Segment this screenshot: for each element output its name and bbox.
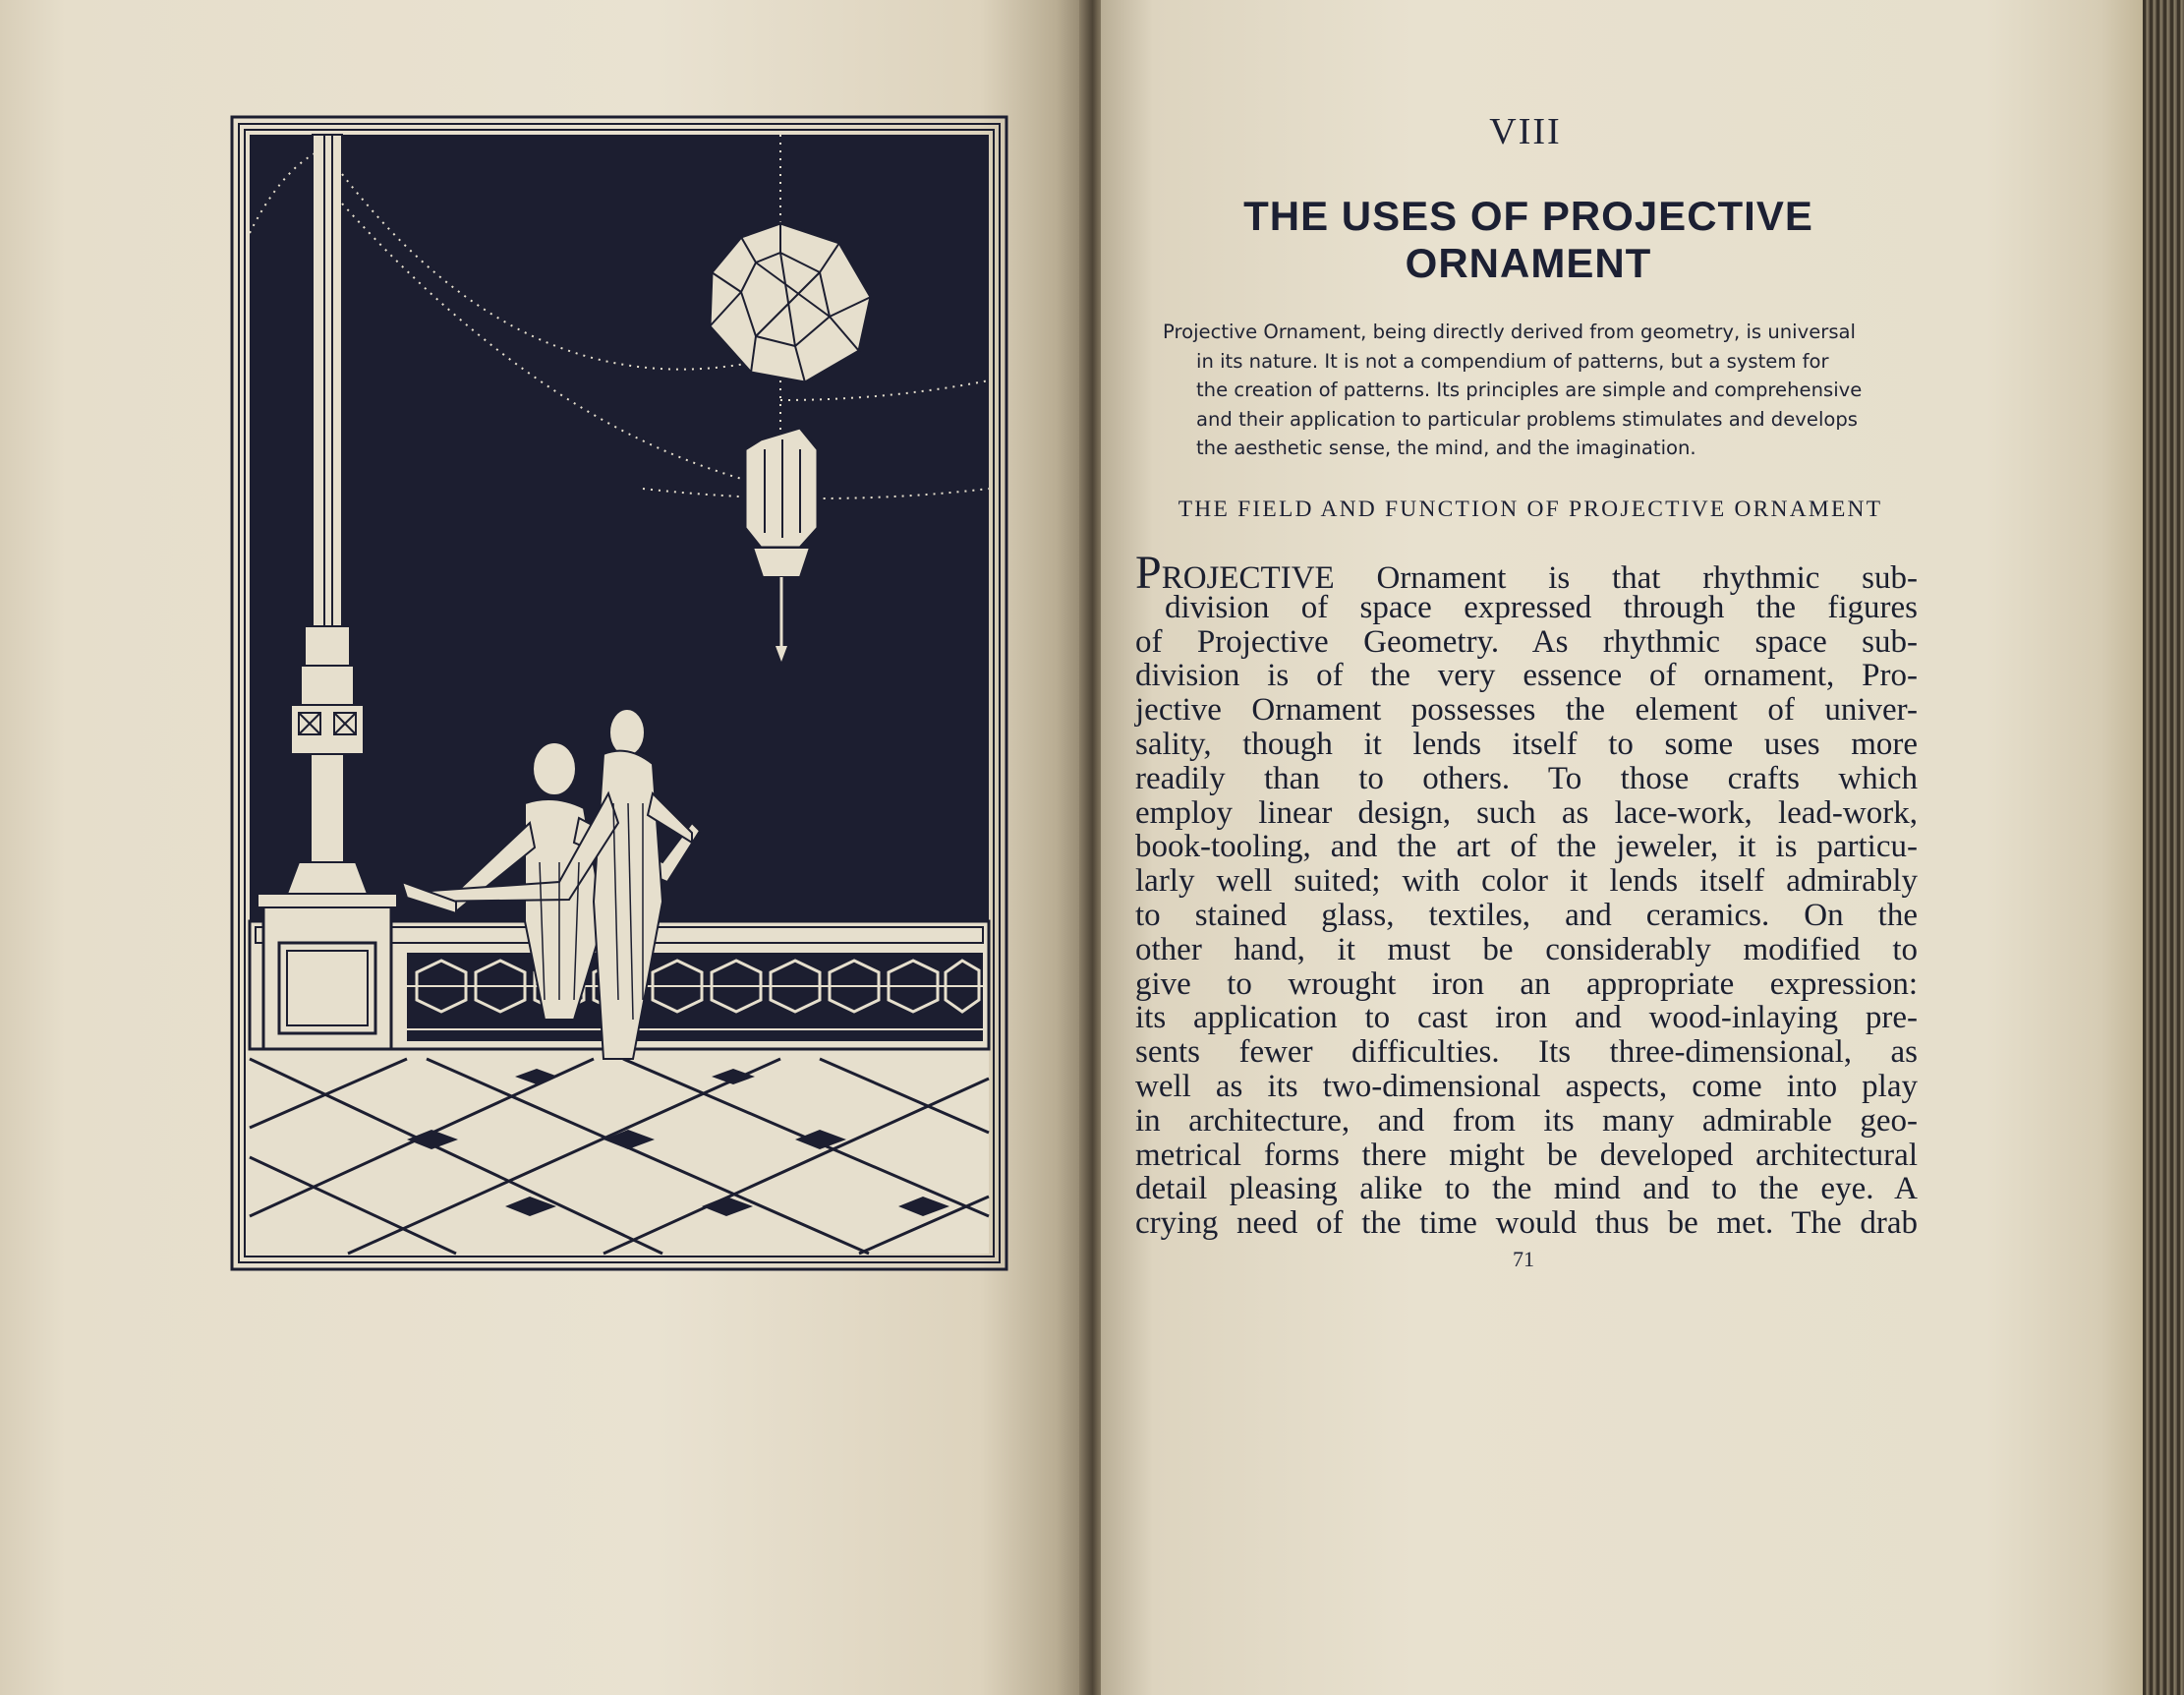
body-line: give to wrought iron an appropriate expression: — [1135, 965, 1918, 1002]
body-line: employ linear design, such as lace-work, lead-work, — [1135, 794, 1918, 831]
body-line: metrical forms there might be developed architectural — [1135, 1137, 1918, 1173]
body-line: its application to cast iron and wood-inlaying pre- — [1135, 1000, 1918, 1036]
body-line: division is of the very essence of ornament, Pro- — [1135, 658, 1918, 694]
book-fore-edge — [2143, 0, 2184, 1695]
abstract-line: in its nature. It is not a compendium of patterns, but a system for — [1196, 349, 1829, 373]
section-heading: THE FIELD AND FUNCTION OF PROJECTIVE ORNAMENT — [1178, 497, 1883, 522]
body-line: sality, though it lends itself to some uses more — [1135, 726, 1918, 762]
body-line-first — [1135, 547, 1918, 599]
abstract-line: and their application to particular problems stimulates and develops — [1196, 407, 1859, 431]
chapter-title-line-2: ORNAMENT — [1405, 240, 1652, 286]
chapter-abstract — [1163, 318, 1890, 463]
body-line: to stained glass, textiles, and ceramics. On the — [1135, 897, 1918, 933]
body-line: book-tooling, and the art of the jeweler, it is particu- — [1135, 829, 1918, 865]
body-line: crying need of the time would thus be met. The drab — [1135, 1205, 1918, 1242]
body-line-second: division of space expressed through the figures — [1165, 589, 1918, 625]
abstract-line: the aesthetic sense, the mind, and the imagination. — [1196, 437, 1696, 459]
body-line: jective Ornament possesses the element of univer- — [1135, 692, 1918, 729]
abstract-line: the creation of patterns. Its principles are simple and comprehensive — [1196, 379, 1863, 401]
body-line: of Projective Geometry. As rhythmic space sub- — [1135, 623, 1918, 660]
body-line: sents fewer difficulties. Its three-dimensional, as — [1135, 1034, 1918, 1071]
chapter-number: VIII — [1489, 111, 1562, 152]
body-line: detail pleasing alike to the mind and to the eye. A — [1135, 1171, 1918, 1207]
left-page — [0, 0, 1089, 1695]
page-number: 71 — [1513, 1247, 1534, 1271]
first-line-text: ROJECTIVE Ornament is that rhythmic sub- — [1161, 560, 1918, 596]
chapter-title-line-1: THE USES OF PROJECTIVE — [1243, 193, 1813, 239]
body-line: other hand, it must be considerably modified to — [1135, 931, 1918, 967]
body-line: in architecture, and from its many admirable geo- — [1135, 1102, 1918, 1139]
body-line: well as its two-dimensional aspects, come into play — [1135, 1068, 1918, 1104]
illustration-plate — [230, 115, 1008, 1271]
body-text — [1135, 547, 1918, 1242]
abstract-line: Projective Ornament, being directly derived from geometry, is universal — [1163, 321, 1856, 343]
chapter-title — [1160, 193, 1897, 287]
body-line: readily than to others. To those crafts which — [1135, 760, 1918, 796]
body-line: larly well suited; with color it lends itself admirably — [1135, 863, 1918, 900]
drop-cap: P — [1135, 547, 1162, 599]
